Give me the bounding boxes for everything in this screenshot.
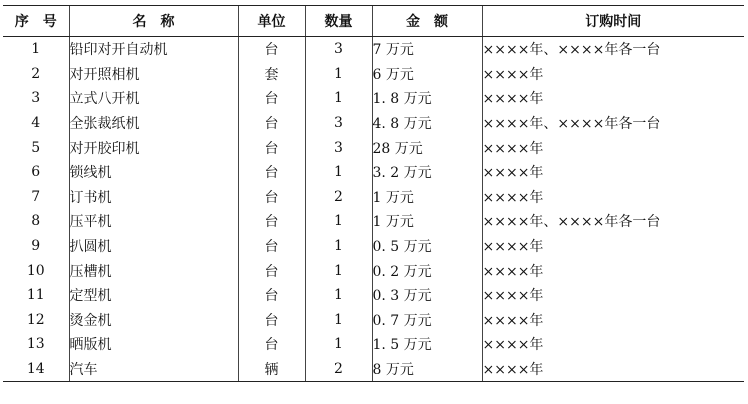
cell-unit: 台	[238, 160, 305, 185]
cell-name: 压槽机	[69, 258, 238, 283]
cell-time: ××××年	[482, 135, 744, 160]
table-row	[3, 37, 744, 62]
cell-qty: 1	[305, 160, 372, 185]
cell-amount: 7 万元	[372, 37, 482, 62]
cell-unit: 台	[238, 332, 305, 357]
table-row	[3, 283, 744, 308]
cell-qty: 1	[305, 283, 372, 308]
cell-qty: 1	[305, 332, 372, 357]
cell-amount: 0. 7 万元	[372, 308, 482, 333]
cell-amount: 1. 8 万元	[372, 86, 482, 111]
cell-no: 7	[31, 188, 41, 205]
cell-unit: 台	[238, 283, 305, 308]
cell-time: ××××年	[482, 283, 744, 308]
cell-amount: 1. 5 万元	[372, 332, 482, 357]
cell-amount: 28 万元	[372, 135, 482, 160]
cell-name: 扒圆机	[69, 234, 238, 259]
cell-no: 1	[31, 41, 41, 58]
cell-unit: 台	[238, 258, 305, 283]
cell-amount: 6 万元	[372, 62, 482, 87]
cell-unit: 台	[238, 86, 305, 111]
cell-time: ××××年、××××年各一台	[482, 111, 744, 136]
cell-unit: 台	[238, 135, 305, 160]
cell-qty: 3	[305, 111, 372, 136]
cell-time: ××××年	[482, 357, 744, 382]
cell-qty: 2	[305, 357, 372, 382]
table-row	[3, 62, 744, 87]
cell-name: 全张裁纸机	[69, 111, 238, 136]
cell-no: 13	[26, 336, 45, 353]
cell-qty: 1	[305, 234, 372, 259]
table-row	[3, 258, 744, 283]
cell-name: 烫金机	[69, 308, 238, 333]
table-row	[3, 135, 744, 160]
cell-amount: 0. 5 万元	[372, 234, 482, 259]
table-row	[3, 308, 744, 333]
cell-amount: 0. 3 万元	[372, 283, 482, 308]
cell-name: 晒版机	[69, 332, 238, 357]
cell-time: ××××年、××××年各一台	[482, 37, 744, 62]
cell-name: 立式八开机	[69, 86, 238, 111]
table-row	[3, 111, 744, 136]
cell-unit: 台	[238, 308, 305, 333]
cell-amount: 1 万元	[372, 185, 482, 210]
cell-amount: 1 万元	[372, 209, 482, 234]
cell-time: ××××年	[482, 86, 744, 111]
cell-no: 5	[31, 139, 41, 156]
table-row	[3, 209, 744, 234]
cell-no: 3	[31, 90, 41, 107]
cell-qty: 3	[305, 135, 372, 160]
cell-time: ××××年	[482, 62, 744, 87]
cell-qty: 2	[305, 185, 372, 210]
table-body	[3, 37, 744, 382]
cell-no: 6	[31, 164, 41, 181]
cell-name: 锁线机	[69, 160, 238, 185]
cell-qty: 1	[305, 308, 372, 333]
cell-qty: 1	[305, 258, 372, 283]
table-row	[3, 234, 744, 259]
cell-time: ××××年	[482, 160, 744, 185]
cell-amount: 4. 8 万元	[372, 111, 482, 136]
cell-no: 14	[3, 357, 69, 382]
cell-unit: 台	[238, 234, 305, 259]
header-qty: 数量	[305, 6, 372, 37]
cell-qty: 1	[305, 62, 372, 87]
table-row	[3, 86, 744, 111]
cell-time: ××××年	[482, 185, 744, 210]
cell-no: 11	[26, 287, 45, 304]
cell-no: 8	[31, 213, 41, 230]
cell-time: ××××年	[482, 308, 744, 333]
header-no: 序 号	[3, 6, 69, 37]
cell-time: ××××年、××××年各一台	[482, 209, 744, 234]
cell-time: ××××年	[482, 258, 744, 283]
header-amount: 金 额	[372, 6, 482, 37]
cell-name: 对开照相机	[69, 62, 238, 87]
cell-unit: 台	[238, 37, 305, 62]
cell-qty: 3	[305, 37, 372, 62]
cell-no: 4	[31, 115, 41, 132]
table-row	[3, 185, 744, 210]
cell-no: 2	[31, 65, 41, 82]
cell-unit: 辆	[238, 357, 305, 382]
table-row	[3, 357, 744, 382]
cell-name: 铅印对开自动机	[69, 37, 238, 62]
cell-unit: 台	[238, 185, 305, 210]
header-unit: 单位	[238, 6, 305, 37]
cell-name: 对开胶印机	[69, 135, 238, 160]
cell-unit: 台	[238, 111, 305, 136]
cell-name: 订书机	[69, 185, 238, 210]
cell-unit: 套	[238, 62, 305, 87]
cell-qty: 1	[305, 86, 372, 111]
cell-time: ××××年	[482, 234, 744, 259]
cell-amount: 0. 2 万元	[372, 258, 482, 283]
cell-amount: 3. 2 万元	[372, 160, 482, 185]
cell-name: 定型机	[69, 283, 238, 308]
cell-no: 12	[26, 311, 45, 328]
cell-no: 10	[26, 262, 45, 279]
cell-unit: 台	[238, 209, 305, 234]
table-row	[3, 160, 744, 185]
cell-amount: 8 万元	[372, 357, 482, 382]
cell-qty: 1	[305, 209, 372, 234]
header-name: 名 称	[69, 6, 238, 37]
cell-no: 9	[31, 238, 41, 255]
equipment-table	[3, 5, 744, 382]
header-time: 订购时间	[482, 6, 744, 37]
table-row	[3, 332, 744, 357]
header-row	[3, 6, 744, 37]
cell-name: 汽车	[69, 357, 238, 382]
cell-time: ××××年	[482, 332, 744, 357]
cell-name: 压平机	[69, 209, 238, 234]
